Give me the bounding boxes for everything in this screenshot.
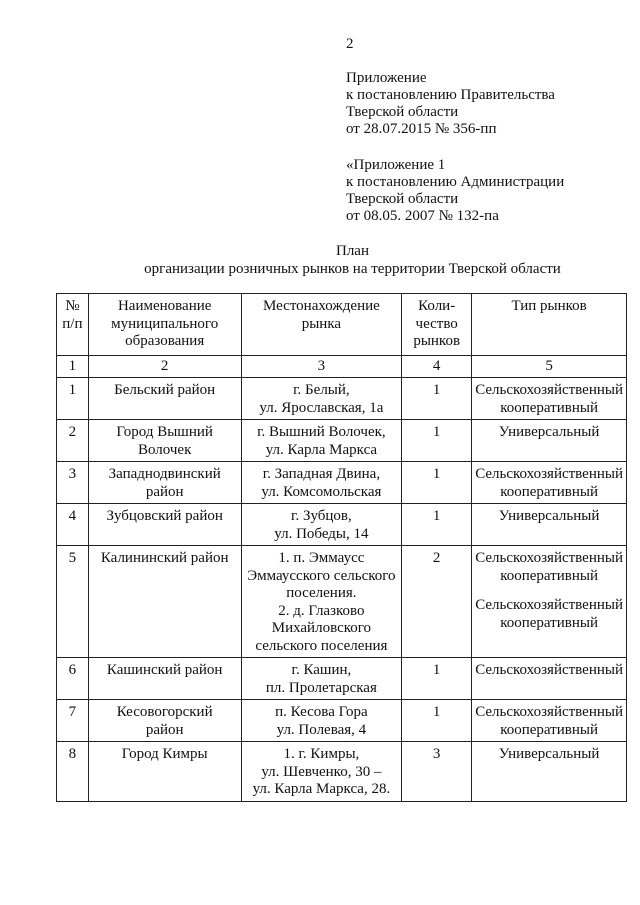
header-line: чество — [415, 315, 458, 332]
location-line: сельского поселения — [255, 637, 388, 654]
appendix-line: от 28.07.2015 № 356-пп — [346, 121, 497, 137]
column-number: 4 — [402, 355, 472, 378]
market-type-line: Универсальный — [498, 424, 600, 440]
municipality-line: Бельский район — [114, 382, 216, 398]
location-line: ул. Шевченко, 30 – — [261, 763, 382, 780]
location-cell — [241, 658, 402, 700]
plan-subtitle: организации розничных рынков на территории Тверской области — [144, 261, 561, 277]
location-line: Михайловского — [271, 620, 372, 636]
header-line: Коли- — [418, 298, 456, 314]
column-number-row — [57, 355, 627, 378]
location-line: Эммаусского сельского — [247, 567, 396, 584]
municipality-line: Зубцовский район — [106, 508, 223, 524]
header-municipality — [88, 294, 241, 356]
row-number: 3 — [57, 462, 89, 504]
header-line: рынков — [413, 333, 461, 349]
market-type-line: Сельскохозяйственный — [475, 382, 623, 398]
column-number: 1 — [57, 355, 89, 378]
appendix1-line: от 08.05. 2007 № 132-па — [346, 208, 499, 224]
appendix-line: к постановлению Правительства — [346, 87, 555, 103]
appendix1-line: Тверской области — [346, 191, 459, 207]
location-line: г. Белый, — [293, 382, 350, 398]
page-number: 2 — [346, 36, 354, 52]
market-count: 1 — [402, 658, 472, 700]
header-market-type — [472, 294, 627, 356]
markets-table — [56, 293, 627, 802]
location-line: ул. Комсомольская — [261, 483, 382, 500]
municipality-line: Кашинский район — [106, 662, 223, 678]
location-line: г. Кашин, — [291, 662, 352, 678]
market-type-cell — [472, 504, 627, 546]
appendix-header — [346, 70, 555, 138]
table-header-row — [57, 294, 627, 356]
market-type-cell — [472, 378, 627, 420]
location-line: ул. Карла Маркса, 28. — [252, 781, 391, 797]
location-line: 2. д. Глазково — [278, 602, 365, 619]
municipality-line: Западнодвинский — [108, 466, 221, 482]
row-number: 8 — [57, 742, 89, 802]
table-row — [57, 742, 627, 802]
municipality-cell — [88, 462, 241, 504]
table-row — [57, 504, 627, 546]
location-line: ул. Победы, 14 — [274, 525, 369, 542]
municipality-line: Город Вышний — [116, 424, 213, 440]
market-count: 1 — [402, 700, 472, 742]
location-line: пл. Пролетарская — [265, 679, 377, 696]
market-type-cell — [472, 420, 627, 462]
location-line: ул. Карла Маркса — [265, 441, 378, 458]
header-line: № — [65, 298, 80, 314]
table-body — [57, 355, 627, 801]
municipality-line: район — [145, 483, 184, 500]
market-type-line: кооперативный — [500, 483, 598, 500]
header-line: Тип рынков — [511, 298, 587, 314]
column-number: 2 — [88, 355, 241, 378]
market-type-line: Сельскохозяйственный — [475, 466, 623, 482]
location-line: 1. п. Эммаусс — [278, 550, 365, 566]
market-type-line: Сельскохозяйственный — [475, 550, 623, 566]
market-type-cell — [472, 462, 627, 504]
location-cell — [241, 378, 402, 420]
market-type-line — [475, 585, 623, 597]
market-type-cell — [472, 742, 627, 802]
location-line: ул. Полевая, 4 — [276, 721, 367, 738]
location-line: г. Западная Двина, — [262, 466, 381, 482]
market-type-line: кооперативный — [500, 614, 598, 631]
market-type-line: Сельскохозяйственный — [475, 597, 623, 613]
header-number — [57, 294, 89, 356]
header-line: Наименование — [117, 298, 212, 314]
header-line: п/п — [62, 315, 83, 332]
location-cell — [241, 742, 402, 802]
municipality-cell — [88, 742, 241, 802]
location-cell — [241, 546, 402, 658]
location-cell — [241, 504, 402, 546]
table-row — [57, 378, 627, 420]
market-type-line: Сельскохозяйственный — [475, 662, 623, 678]
market-type-line: Универсальный — [498, 746, 600, 762]
table-row — [57, 700, 627, 742]
municipality-line: Город Кимры — [121, 746, 208, 762]
row-number: 1 — [57, 378, 89, 420]
market-type-line: кооперативный — [500, 399, 598, 416]
row-number: 6 — [57, 658, 89, 700]
row-number: 4 — [57, 504, 89, 546]
column-number: 5 — [472, 355, 627, 378]
header-line: Местонахождение — [262, 298, 380, 314]
appendix-line: Тверской области — [346, 104, 459, 120]
location-cell — [241, 700, 402, 742]
location-line: п. Кесова Гора — [275, 704, 368, 720]
municipality-line: район — [145, 721, 184, 738]
municipality-cell — [88, 504, 241, 546]
header-line: муниципального — [111, 315, 219, 332]
municipality-cell — [88, 546, 241, 658]
market-count: 1 — [402, 504, 472, 546]
location-line: поселения. — [286, 585, 357, 601]
market-count: 2 — [402, 546, 472, 658]
row-number: 2 — [57, 420, 89, 462]
appendix1-header — [346, 157, 564, 225]
municipality-cell — [88, 420, 241, 462]
location-line: ул. Ярославская, 1а — [259, 399, 384, 416]
municipality-line: Волочек — [137, 441, 192, 458]
market-type-line: кооперативный — [500, 567, 598, 584]
municipality-line: Кесовогорский — [116, 704, 213, 720]
location-line: г. Вышний Волочек, — [257, 424, 386, 440]
market-type-line: Универсальный — [498, 508, 600, 524]
location-line: г. Зубцов, — [291, 508, 352, 524]
location-line: 1. г. Кимры, — [283, 746, 360, 762]
market-type-cell — [472, 546, 627, 658]
market-count: 1 — [402, 462, 472, 504]
market-type-cell — [472, 658, 627, 700]
table-row — [57, 462, 627, 504]
table-row — [57, 546, 627, 658]
market-count: 3 — [402, 742, 472, 802]
column-number: 3 — [241, 355, 402, 378]
table-row — [57, 420, 627, 462]
market-count: 1 — [402, 420, 472, 462]
municipality-cell — [88, 658, 241, 700]
market-type-cell — [472, 700, 627, 742]
row-number: 5 — [57, 546, 89, 658]
table-row — [57, 658, 627, 700]
location-cell — [241, 462, 402, 504]
location-cell — [241, 420, 402, 462]
municipality-cell — [88, 700, 241, 742]
municipality-cell — [88, 378, 241, 420]
plan-title: План — [335, 243, 369, 259]
appendix-line: Приложение — [346, 70, 427, 86]
appendix1-line: к постановлению Администрации — [346, 174, 565, 190]
market-count: 1 — [402, 378, 472, 420]
header-count — [402, 294, 472, 356]
appendix1-line: «Приложение 1 — [346, 157, 446, 173]
municipality-line: Калининский район — [100, 550, 229, 566]
market-type-line: Сельскохозяйственный — [475, 704, 623, 720]
header-line: образования — [125, 333, 205, 349]
market-type-line: кооперативный — [500, 721, 598, 738]
header-location — [241, 294, 402, 356]
row-number: 7 — [57, 700, 89, 742]
plan-title-block — [0, 242, 640, 278]
header-line: рынка — [301, 315, 342, 332]
